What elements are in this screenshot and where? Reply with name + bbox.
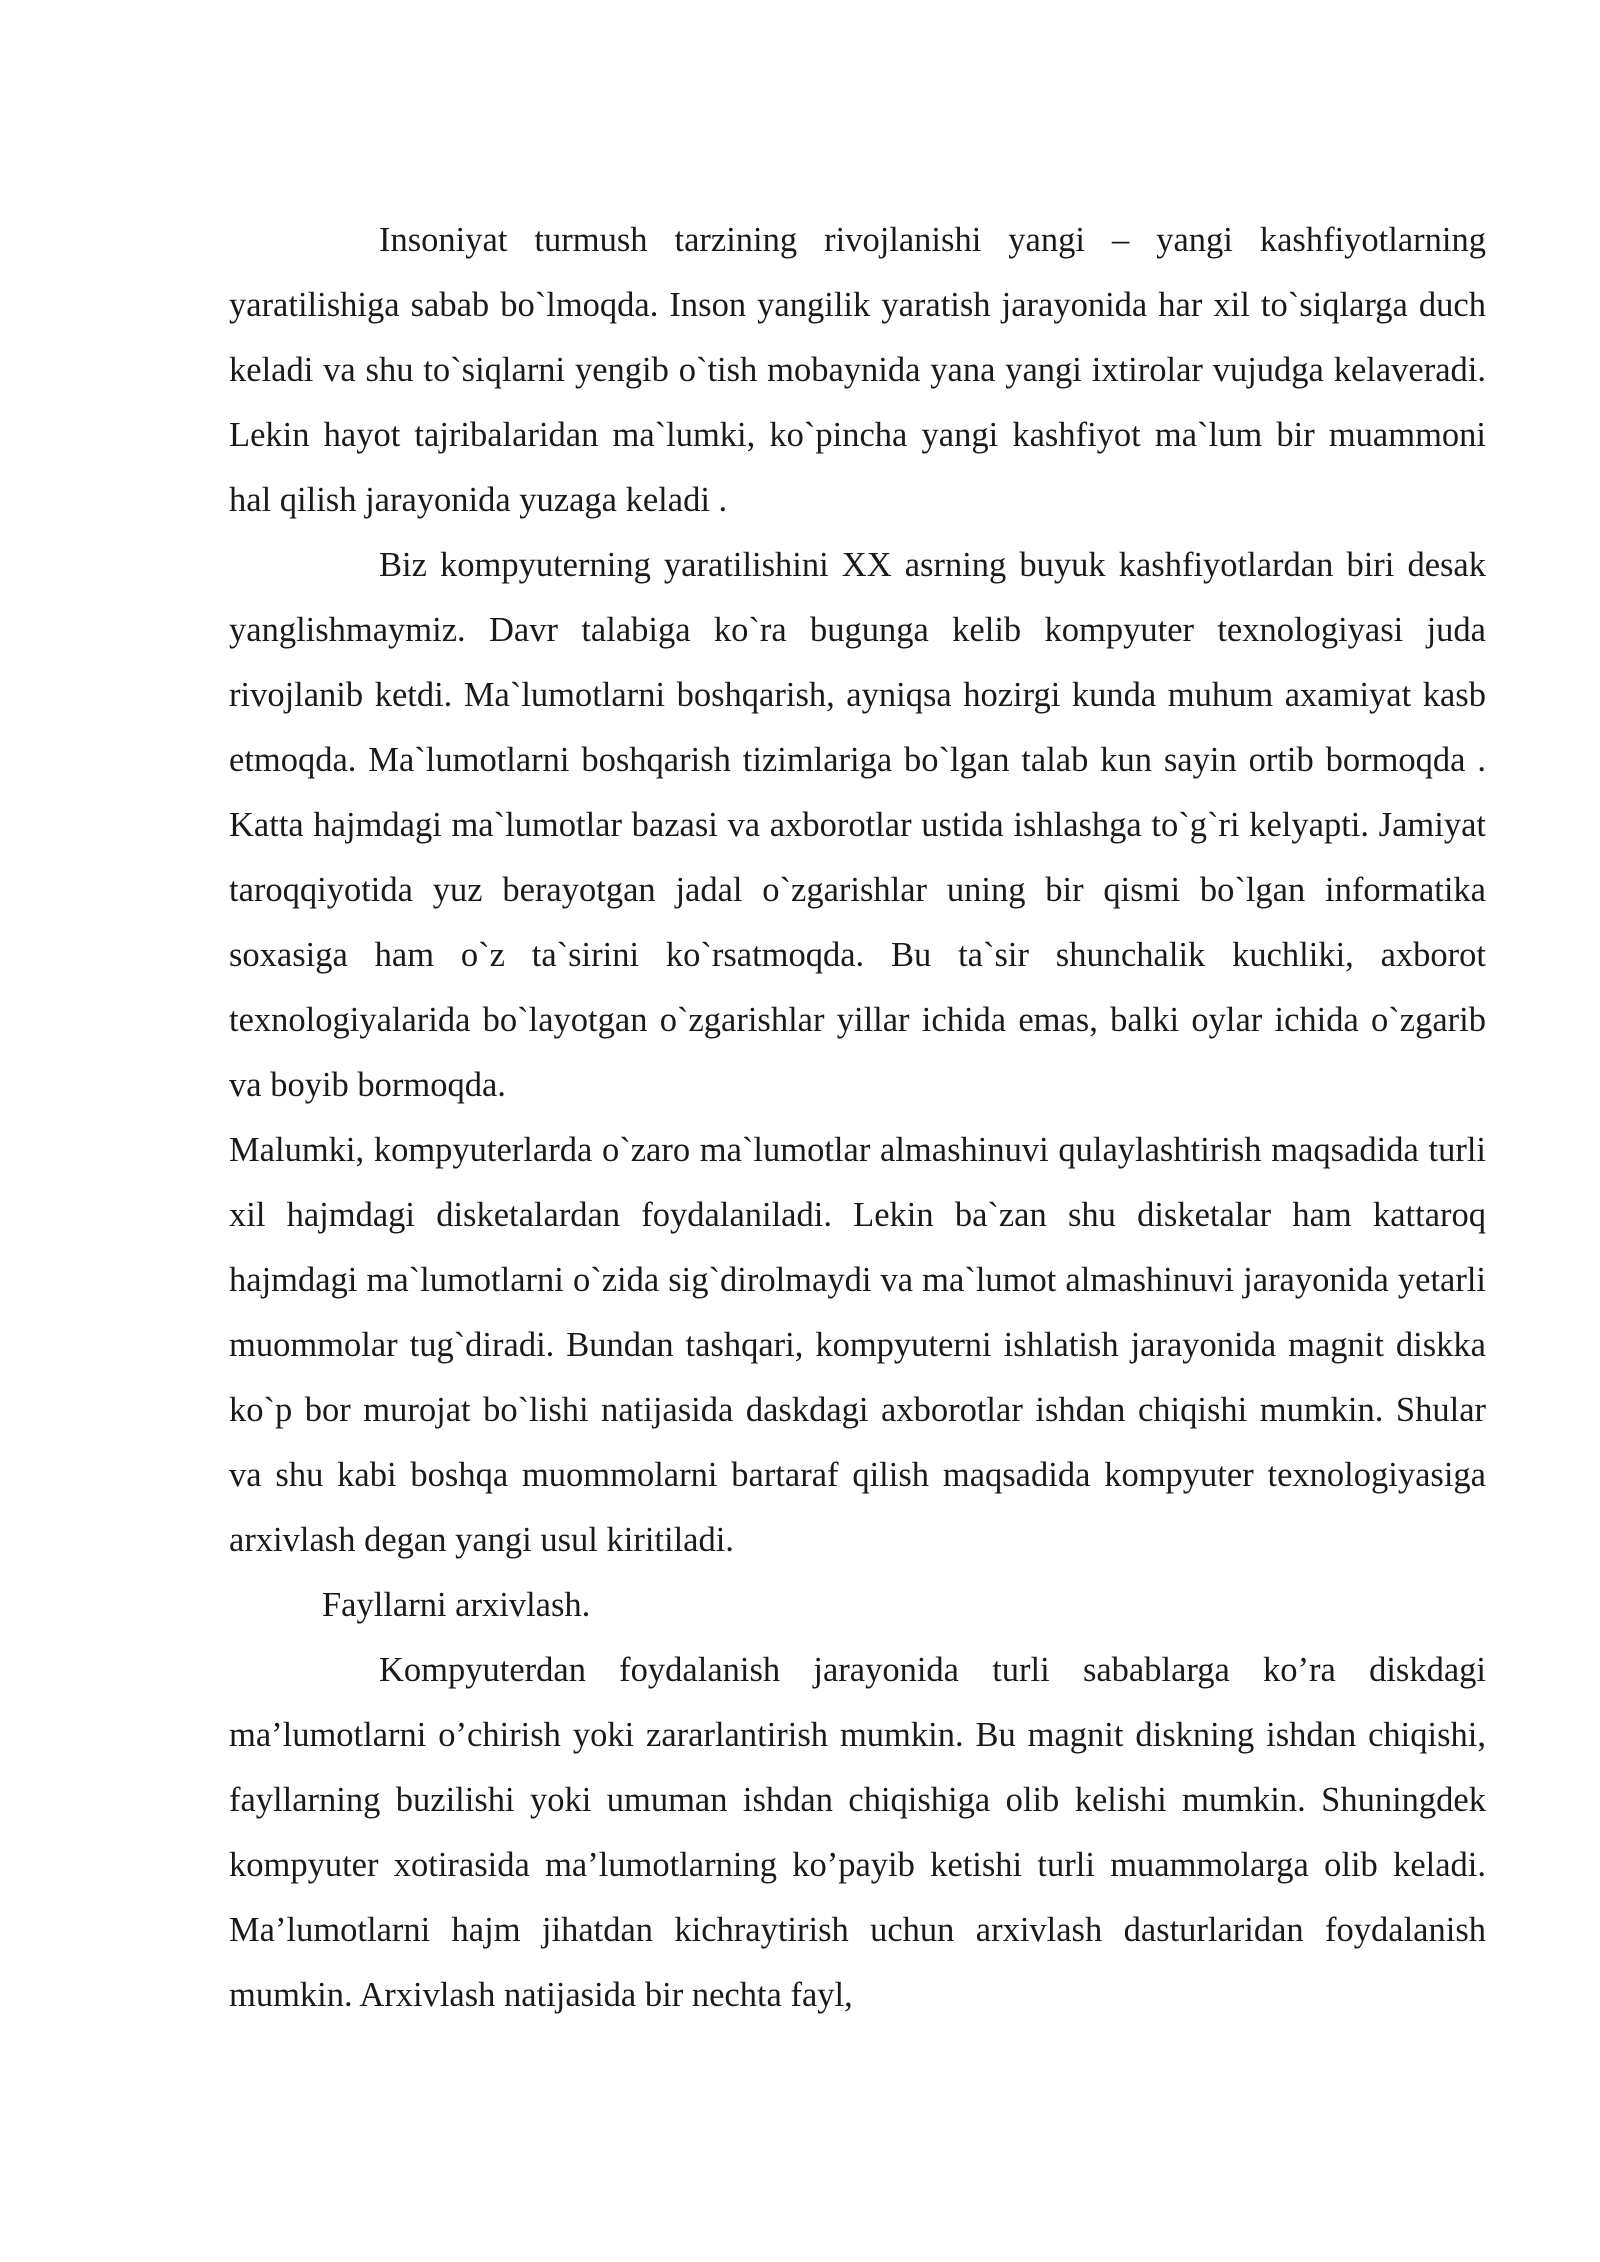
- section-heading-archiving: Fayllarni arxivlash.: [322, 1586, 591, 1624]
- paragraph-intro: Insoniyat turmush tarzining rivojlanishi yangi – yangi kashfiyotlarning yaratilishiga sabab bo`lmoqda. Inson yangilik yaratish jarayonida har xil to`siqlarga duch keladi va shu to`siqlarni yengib o`tish mobaynida yana yangi ixtirolar vujudga kelaveradi. Lekin hayot tajribalaridan ma`lumki, ko`pincha yangi kashfiyot ma`lum bir muammoni hal qilish jarayonida yuzaga keladi .: [229, 221, 1486, 519]
- paragraph-data-exchange: Malumki, kompyuterlarda o`zaro ma`lumotlar almashinuvi qulaylashtirish maqsadida turli xil hajmdagi disketalardan foydalaniladi. Lekin ba`zan shu disketalar ham kattaroq hajmdagi ma`lumotlarni o`zida sig`dirolmaydi va ma`lumot almashinuvi jarayonida yetarli muommolar tug`diradi. Bundan tashqari, kompyuterni ishlatish jarayonida magnit diskka ko`p bor murojat bo`lishi natijasida daskdagi axborotlar ishdan chiqishi mumkin. Shular va shu kabi boshqa muommolarni bartaraf qilish maqsadida kompyuter texnologiyasiga arxivlash degan yangi usul kiritiladi.: [229, 1131, 1486, 1559]
- paragraph-computer-history: Biz kompyuterning yaratilishini XX asrning buyuk kashfiyotlardan biri desak yanglishmaymiz. Davr talabiga ko`ra bugunga kelib kompyuter texnologiyasi juda rivojlanib ketdi. Ma`lumotlarni boshqarish, ayniqsa hozirgi kunda muhum axamiyat kasb etmoqda. Ma`lumotlarni boshqarish tizimlariga bo`lgan talab kun sayin ortib bormoqda . Katta hajmdagi ma`lumotlar bazasi va axborotlar ustida ishlashga to`g`ri kelyapti. Jamiyat taroqqiyotida yuz berayotgan jadal o`zgarishlar uning bir qismi bo`lgan informatika soxasiga ham o`z ta`sirini ko`rsatmoqda. Bu ta`sir shunchalik kuchliki, axborot texnologiyalarida bo`layotgan o`zgarishlar yillar ichida emas, balki oylar ichida o`zgarib va boyib bormoqda.: [229, 546, 1486, 1104]
- document-body: [229, 208, 1486, 2028]
- paragraph-archiving: Kompyuterdan foydalanish jarayonida turli sabablarga ko’ra diskdagi ma’lumotlarni o’chirish yoki zararlantirish mumkin. Bu magnit diskning ishdan chiqishi, fayllarning buzilishi yoki umuman ishdan chiqishiga olib kelishi mumkin. Shuningdek kompyuter xotirasida ma’lumotlarning ko’payib ketishi turli muammolarga olib keladi. Ma’lumotlarni hajm jihatdan kichraytirish uchun arxivlash dasturlaridan foydalanish mumkin. Arxivlash natijasida bir nechta fayl,: [229, 1651, 1486, 2014]
